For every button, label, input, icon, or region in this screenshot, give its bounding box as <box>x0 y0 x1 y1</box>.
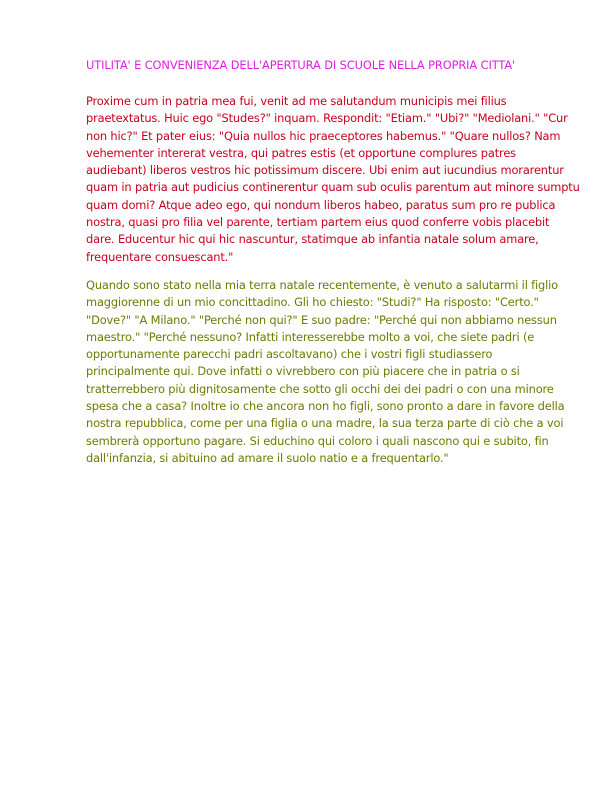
latin-paragraph <box>86 93 580 266</box>
latin-line: praetextatus. Huic ego "Studes?" inquam. Respondit: "Etiam." "Ubi?" "Mediolani." "Cur <box>86 111 568 126</box>
latin-line: Proxime cum in patria mea fui, venit ad me salutandum municipis mei filius <box>86 94 507 108</box>
latin-line: vehementer intererat vestra, qui patres estis (et opportune complures patres <box>86 145 516 160</box>
italian-line: maestro." "Perché nessuno? Infatti interesserebbe molto a voi, che siete padri (e <box>86 329 535 344</box>
document-title: UTILITA' E CONVENIENZA DELL'APERTURA DI SCUOLE NELLA PROPRIA CITTA' <box>86 58 516 72</box>
italian-line: "Dove?" "A Milano." "Perché non qui?" E suo padre: "Perché qui non abbiamo nessun <box>86 312 557 327</box>
latin-line: frequentare consuescant." <box>86 249 234 264</box>
latin-line: dare. Educentur hic qui hic nascuntur, statimque ab infantia natale solum amare, <box>86 232 539 247</box>
italian-paragraph <box>86 277 576 467</box>
italian-line: principalmente qui. Dove infatti o vivrebbero con più piacere che in patria o si <box>86 364 520 379</box>
italian-line: spesa che a casa? Inoltre io che ancora non ho figli, sono pronto a dare in favore della <box>86 399 565 414</box>
latin-line: non hic?" Et pater eius: "Quia nullos hic praeceptores habemus." "Quare nullos? Nam <box>86 128 561 143</box>
italian-line: Quando sono stato nella mia terra natale recentemente, è venuto a salutarmi il figlio <box>86 278 558 292</box>
latin-line: quam in patria aut pudicius continerentur quam sub oculis parentum aut minore sumptu <box>86 180 580 195</box>
latin-line: nostra, quasi pro filia vel parente, tertiam partem eius quod conferre vobis placebit <box>86 215 550 230</box>
latin-line: quam domi? Atque adeo ego, qui nondum liberos habeo, paratus sum pro re publica <box>86 197 556 212</box>
italian-line: nostra repubblica, come per una figlia o una madre, la sua terza parte di ciò che a voi <box>86 416 564 431</box>
italian-line: opportunamente parecchi padri ascoltavano) che i vostri figli studiassero <box>86 347 493 362</box>
italian-line: maggiorenne di un mio concittadino. Gli ho chiesto: "Studi?" Ha risposto: "Certo." <box>86 295 539 310</box>
italian-line: sembrerà opportuno pagare. Si educhino qui coloro i quali nascono qui e subito, fin <box>86 433 549 448</box>
latin-line: audiebant) liberos vestros hic potissimum discere. Ubi enim aut iucundius morarentur <box>86 163 564 178</box>
italian-line: dall'infanzia, si abituino ad amare il suolo natio e a frequentarlo." <box>86 450 449 465</box>
italian-line: tratterrebbero più dignitosamente che sotto gli occhi dei dei padri o con una minore <box>86 381 554 396</box>
